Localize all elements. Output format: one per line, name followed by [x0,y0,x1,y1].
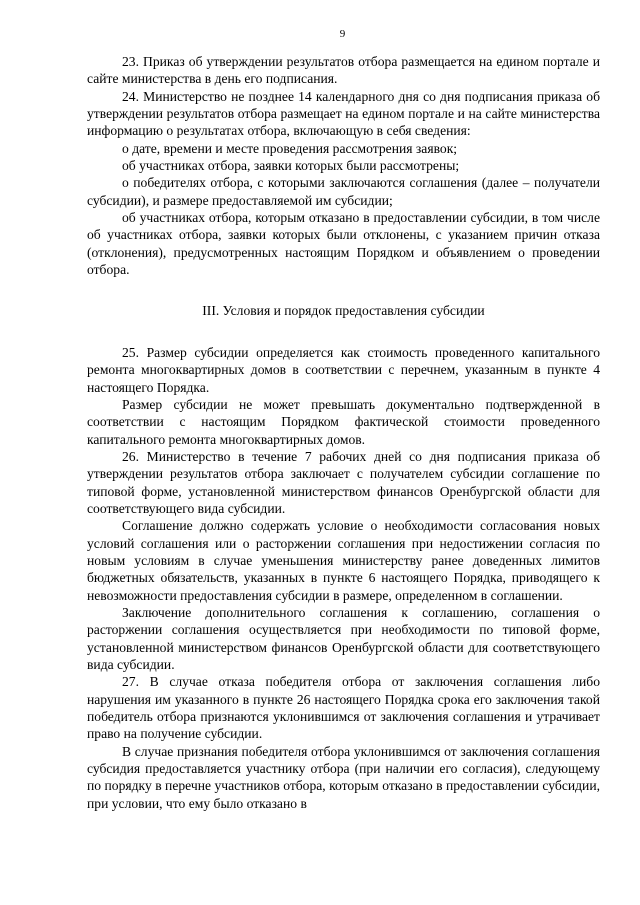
list-item: об участниках отбора, которым отказано в предоставлении субсидии, в том числе об участниках отбора, заявки которых были отклонены, с указанием причин отказа (отклонения), предусмотренных настоящим Порядком и объявлением о проведении отбора. [87,210,600,278]
paragraph-24: 24. Министерство не позднее 14 календарного дня со дня подписания приказа об утверждении результатов отбора размещает на едином портале и на сайте министерства информацию о результатах отбора, включающую в себя сведения: [87,88,600,139]
paragraph-26: 26. Министерство в течение 7 рабочих дней со дня подписания приказа об утверждении результатов отбора заключает с получателем субсидии соглашение по типовой форме, установленной министерством финансов Оренбургской области для соответствующего вида субсидии. [87,448,600,516]
list-item: об участниках отбора, заявки которых были рассмотрены; [122,158,460,174]
paragraph-25: 25. Размер субсидии определяется как стоимость проведенного капитального ремонта многоквартирных домов в соответствии с перечнем, указанным в пункте 4 настоящего Порядка. [87,344,600,395]
section-heading: III. Условия и порядок предоставления субсидии [202,303,485,319]
paragraph: Размер субсидии не может превышать документально подтвержденной в соответствии с настоящим Порядком фактической стоимости проведенного капитального ремонта многоквартирных домов. [87,396,600,447]
paragraphs-after-heading [87,344,600,812]
paragraphs-before-heading [87,53,600,278]
paragraph: В случае признания победителя отбора уклонившимся от заключения соглашения субсидия предоставляется участнику отбора (при наличии его согласия), следующему по порядку в перечне участников отбора, которым отказано в предоставлении субсидии, при условии, что ему было отказано в [87,743,600,811]
list-item: о дате, времени и месте проведения рассмотрения заявок; [122,140,458,156]
page-number: 9 [339,28,346,40]
paragraph-27: 27. В случае отказа победителя отбора от заключения соглашения либо нарушения им указанного в пункте 26 настоящего Порядка срока его заключения такой победитель отбора признаются уклонившимся от заключения соглашения и утрачивает право на получение субсидии. [87,674,600,742]
paragraph: Заключение дополнительного соглашения к соглашению, соглашения о расторжении соглашения осуществляется при необходимости по типовой форме, установленной министерством финансов Оренбургской области для соответствующего вида субсидии. [87,604,600,672]
paragraph: Соглашение должно содержать условие о необходимости согласования новых условий соглашения или о расторжении соглашения при недостижении согласия по новым условиям в случае уменьшения министерству ранее доведенных лимитов бюджетных обязательств, указанных в пункте 6 настоящего Порядка, приводящего к невозможности предоставления субсидии в размере, определенном в соглашении. [87,518,600,603]
list-item: о победителях отбора, с которыми заключаются соглашения (далее – получатели субсидии), и размере предоставляемой им субсидии; [87,175,600,208]
paragraph-23: 23. Приказ об утверждении результатов отбора размещается на едином портале и сайте министерства в день его подписания. [87,54,600,87]
